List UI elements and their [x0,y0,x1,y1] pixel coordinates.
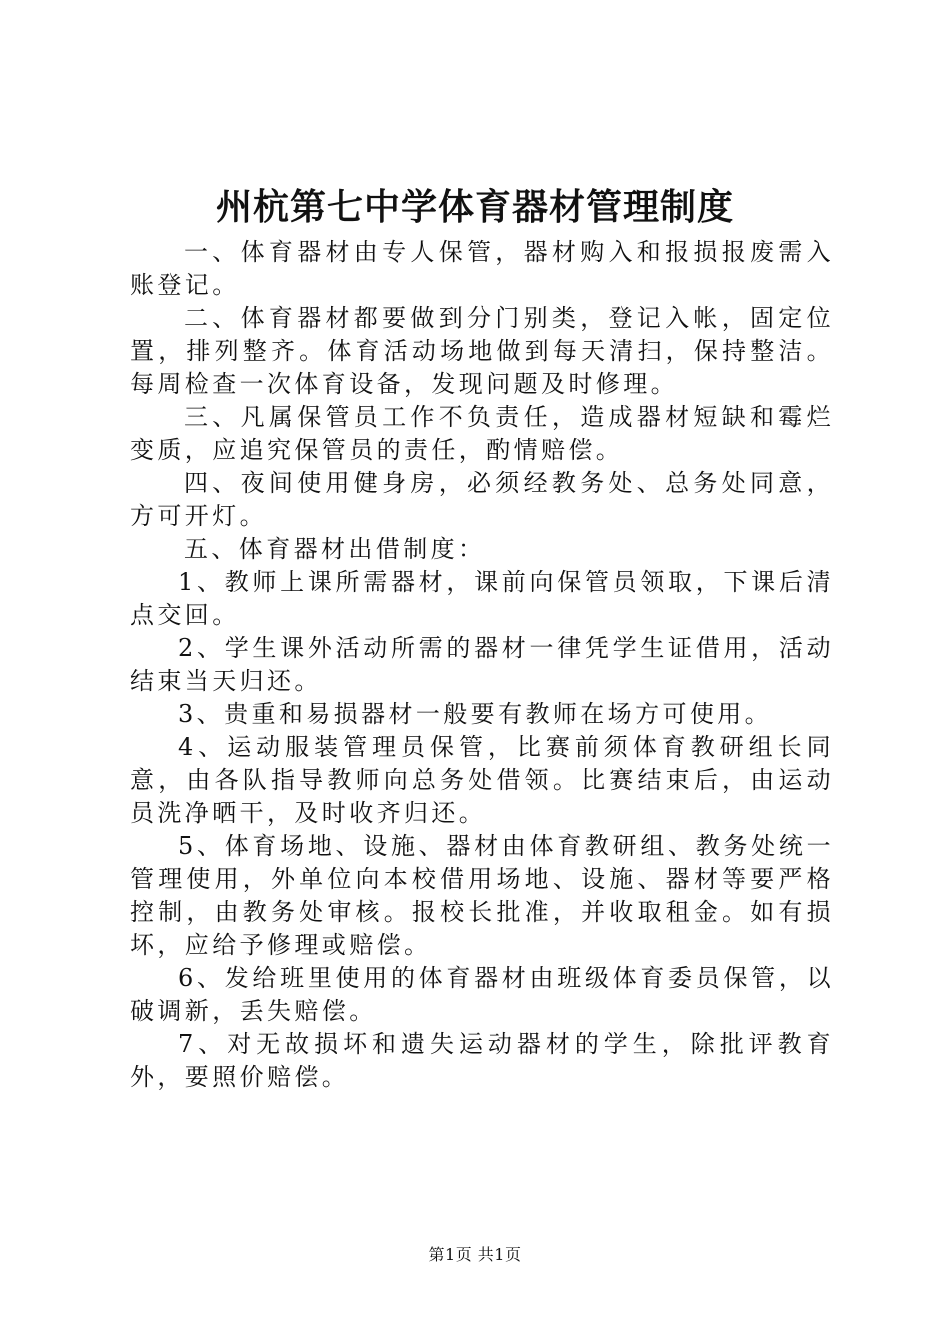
list-item-4: 4、运动服装管理员保管，比赛前须体育教研组长同意，由各队指导教师向总务处借领。比赛结束后，由运动员洗净晒干，及时收齐归还。 [130,733,834,827]
paragraph-3: 三、凡属保管员工作不负责任，造成器材短缺和霉烂变质，应追究保管员的责任，酌情赔偿。 [130,403,834,464]
page-footer: 第1页 共1页 [428,1245,522,1264]
list-item-5: 5、体育场地、设施、器材由体育教研组、教务处统一管理使用，外单位向本校借用场地、设施、器材等要严格控制，由教务处审核。报校长批准，并收取租金。如有损坏，应给予修理或赔偿。 [130,832,834,959]
document-title: 州杭第七中学体育器材管理制度 [215,186,734,228]
paragraph-5: 五、体育器材出借制度： [184,535,486,563]
list-item-7: 7、对无故损坏和遗失运动器材的学生，除批评教育外，要照价赔偿。 [130,1030,834,1091]
list-item-3: 3、贵重和易损器材一般要有教师在场方可使用。 [178,700,773,728]
paragraph-2: 二、体育器材都要做到分门别类，登记入帐，固定位置，排列整齐。体育活动场地做到每天清扫，保持整洁。每周检查一次体育设备，发现问题及时修理。 [130,304,834,398]
list-item-6: 6、发给班里使用的体育器材由班级体育委员保管，以破调新，丢失赔偿。 [130,964,834,1025]
paragraph-4: 四、夜间使用健身房，必须经教务处、总务处同意，方可开灯。 [130,469,834,530]
list-item-1: 1、教师上课所需器材，课前向保管员领取，下课后清点交回。 [130,568,834,629]
list-item-2: 2、学生课外活动所需的器材一律凭学生证借用，活动结束当天归还。 [130,634,834,695]
paragraph-1: 一、体育器材由专人保管，器材购入和报损报废需入账登记。 [130,238,834,299]
document-body [130,236,834,1094]
